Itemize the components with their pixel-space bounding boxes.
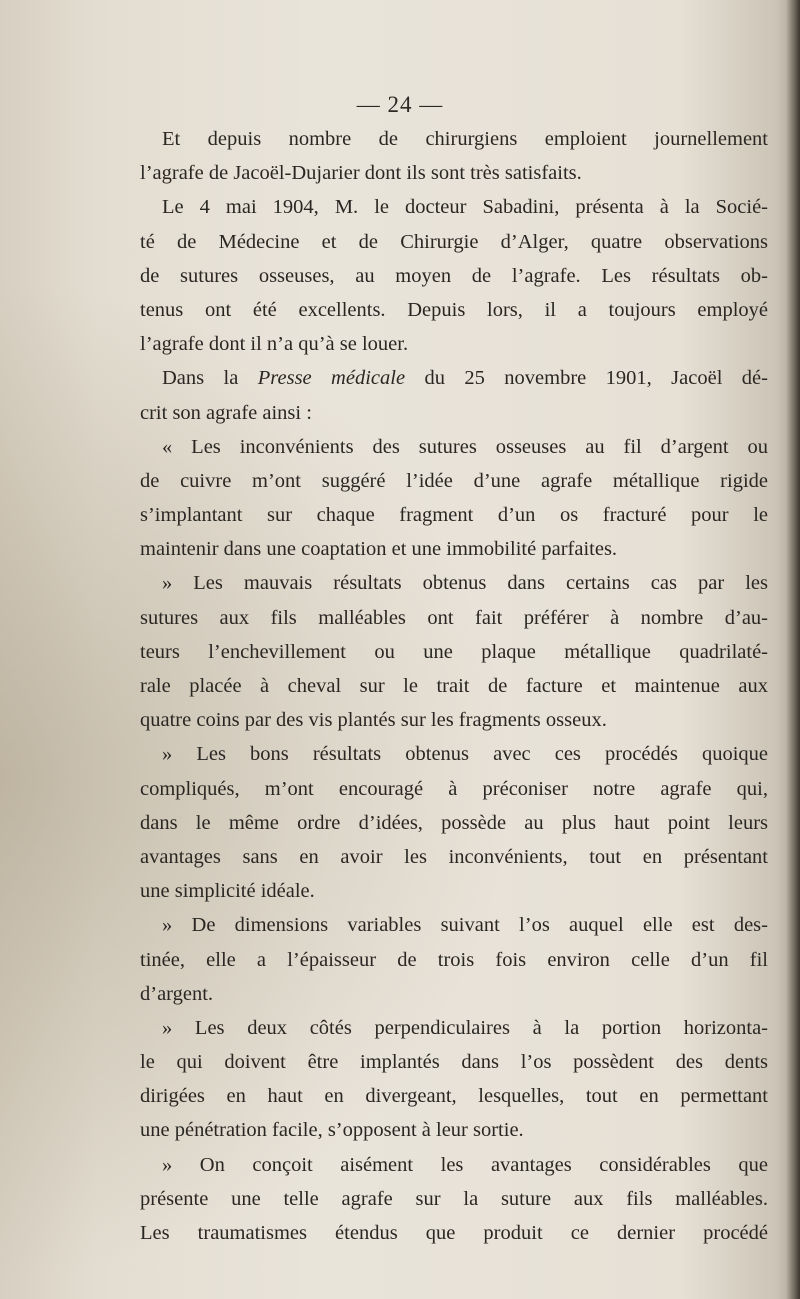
body-text [140, 122, 768, 1250]
text-line: » Les mauvais résultats obtenus dans certains cas par les [162, 572, 768, 595]
text-line: tinée, elle a l’épaisseur de trois fois environ celle d’un fil [140, 948, 768, 971]
text-line: le qui doivent être implantés dans l’os possèdent des dents [140, 1051, 768, 1074]
text-line: quatre coins par des vis plantés sur les fragments osseux. [140, 709, 607, 732]
text-line: d’argent. [140, 982, 214, 1005]
text-line: de sutures osseuses, au moyen de l’agrafe. Les résultats ob- [140, 264, 768, 287]
text-line: crit son agrafe ainsi : [140, 401, 312, 424]
text-line: tenus ont été excellents. Depuis lors, il a toujours employé [140, 298, 768, 321]
text-line: sutures aux fils malléables ont fait préférer à nombre d’au- [140, 606, 768, 629]
text-line: « Les inconvénients des sutures osseuses au fil d’argent ou [162, 435, 768, 458]
page-number: — 24 — [356, 92, 444, 117]
text-line: Et depuis nombre de chirurgiens emploient journellement [162, 128, 768, 150]
text-fragment: du 25 novembre 1901, Jacoël dé- [405, 367, 768, 390]
text-line: l’agrafe dont il n’a qu’à se louer. [140, 333, 409, 356]
text-line: Les traumatismes étendus que produit ce dernier procédé [140, 1222, 768, 1244]
text-line: présente une telle agrafe sur la suture aux fils malléables. [140, 1187, 768, 1210]
text-line: » Les deux côtés perpendiculaires à la portion horizonta- [162, 1016, 768, 1039]
text-line: dirigées en haut en divergeant, lesquelles, tout en permettant [140, 1085, 768, 1108]
binding-edge [786, 0, 800, 1299]
text-line: maintenir dans une coaptation et une immobilité parfaites. [140, 538, 618, 561]
text-line: s’implantant sur chaque fragment d’un os fracturé pour le [140, 504, 768, 527]
text-line: l’agrafe de Jacoël-Dujarier dont ils sont très satisfaits. [140, 162, 582, 185]
text-line: » Les bons résultats obtenus avec ces procédés quoique [162, 743, 768, 766]
journal-title: Presse médicale [257, 367, 406, 390]
text-line: teurs l’enchevillement ou une plaque métallique quadrilaté- [140, 640, 768, 663]
text-line: de cuivre m’ont suggéré l’idée d’une agrafe métallique rigide [140, 469, 768, 492]
text-fragment: Dans la [162, 367, 258, 390]
text-line: té de Médecine et de Chirurgie d’Alger, quatre observations [140, 230, 768, 253]
text-line: » On conçoit aisément les avantages considérables que [162, 1153, 768, 1176]
text-line: dans le même ordre d’idées, possède au plus haut point leurs [140, 811, 768, 834]
text-line [140, 361, 768, 395]
text-line: avantages sans en avoir les inconvénients, tout en présentant [140, 845, 768, 868]
text-line: une simplicité idéale. [140, 880, 315, 903]
text-line: rale placée à cheval sur le trait de facture et maintenue aux [140, 675, 768, 697]
text-line: Le 4 mai 1904, M. le docteur Sabadini, présenta à la Socié- [162, 196, 768, 219]
text-line: compliqués, m’ont encouragé à préconiser notre agrafe qui, [140, 777, 768, 800]
text-line: une pénétration facile, s’opposent à leur sortie. [140, 1119, 524, 1142]
text-line: » De dimensions variables suivant l’os auquel elle est des- [162, 914, 768, 937]
